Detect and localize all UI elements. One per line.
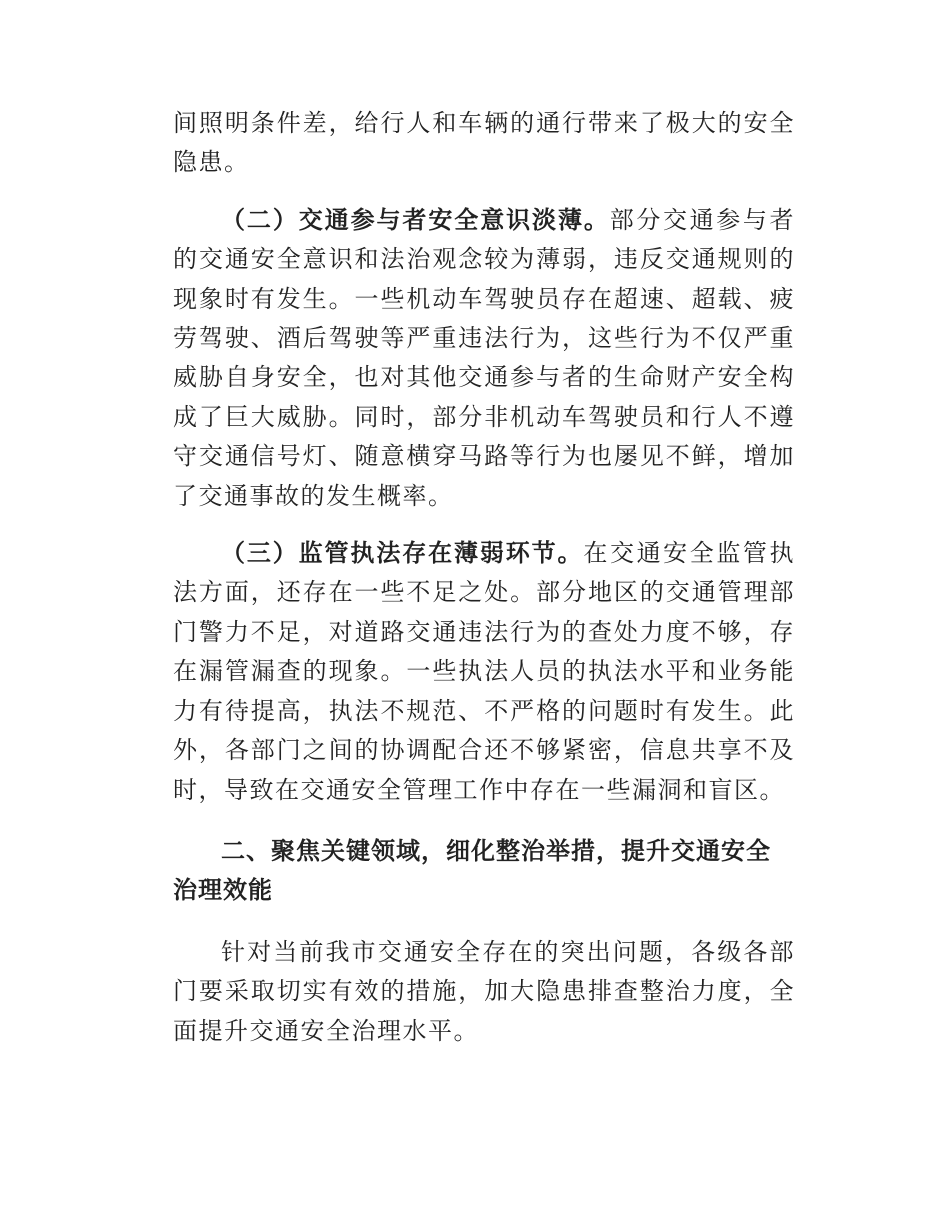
paragraph-text: 在交通安全监管执法方面，还存在一些不足之处。部分地区的交通管理部门警力不足，对道路交通违法行为的查处力度不够，存在漏管漏查的现象。一些执法人员的执法水平和业务能力有待提高，执法不规范、不严格的问题时有发生。此外，各部门之间的协调配合还不够紧密，信息共享不及时，导致在交通安全管理工作中存在一些漏洞和盲区。 — [173, 539, 796, 804]
paragraph-text: 间照明条件差，给行人和车辆的通行带来了极大的安全隐患。 — [173, 109, 795, 177]
paragraph-text: 针对当前我市交通安全存在的突出问题，各级各部门要采取切实有效的措施，加大隐患排查整治力度，全面提升交通安全治理水平。 — [173, 937, 795, 1045]
section-heading: 二、聚焦关键领域，细化整治举措，提升交通安全治理效能 — [173, 836, 771, 905]
paragraph-text: 部分交通参与者的交通安全意识和法治观念较为薄弱，违反交通规则的现象时有发生。一些机动车驾驶员存在超速、超载、疲劳驾驶、酒后驾驶等严重违法行为，这些行为不仅严重威胁自身安全，也对其他交通参与者的生命财产安全构成了巨大威胁。同时，部分非机动车驾驶员和行人不遵守交通信号灯、随意横穿马路等行为也屡见不鲜，增加了交通事故的发生概率。 — [173, 205, 796, 510]
paragraph-safety-awareness — [173, 201, 795, 516]
paragraph-closing — [173, 933, 795, 1051]
paragraph-continuation — [173, 104, 795, 183]
paragraph-lead: （三）监管执法存在薄弱环节。 — [221, 539, 584, 568]
paragraph-lead: （二）交通参与者安全意识淡薄。 — [221, 205, 610, 234]
paragraph-enforcement — [173, 534, 795, 810]
document-page — [173, 104, 795, 1051]
